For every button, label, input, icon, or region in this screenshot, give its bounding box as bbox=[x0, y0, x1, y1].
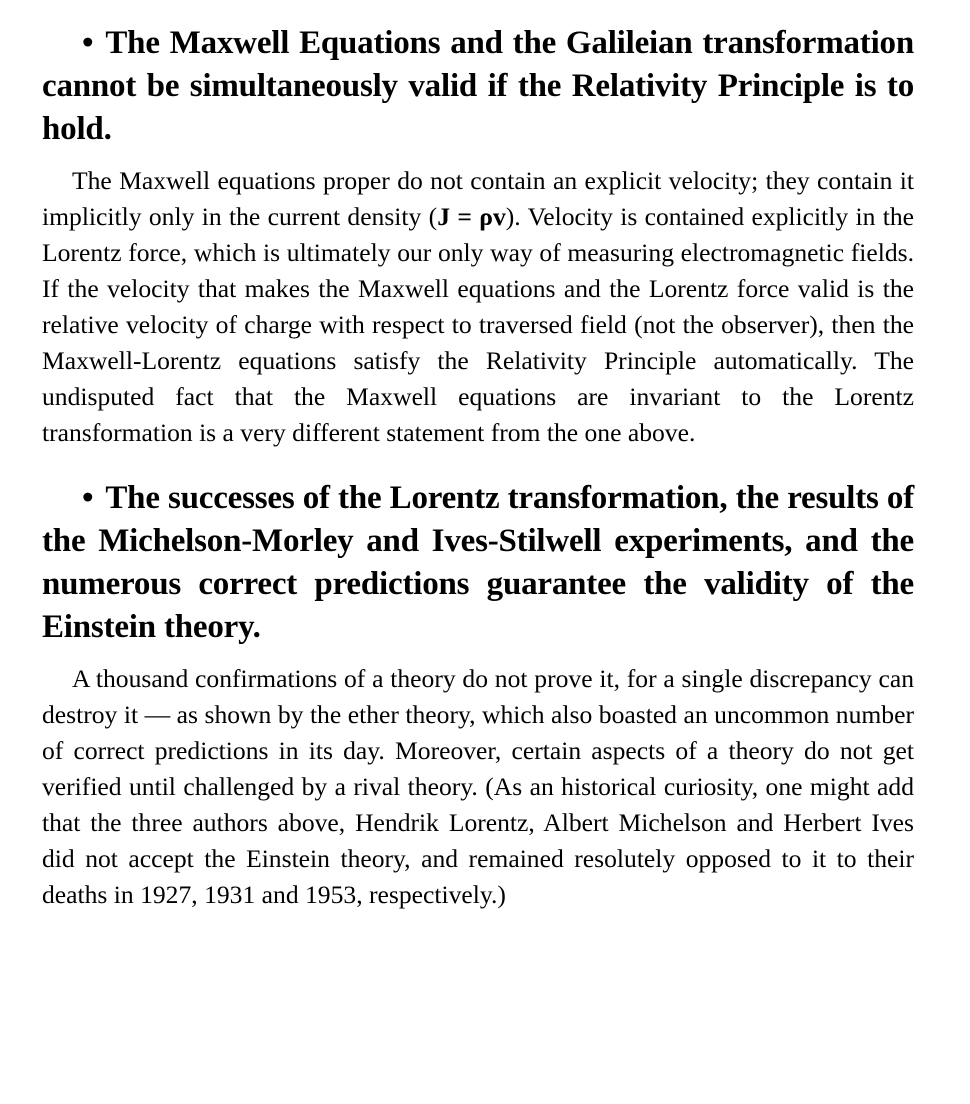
section-lorentz-successes bbox=[42, 477, 914, 913]
bullet-icon: • bbox=[82, 25, 94, 61]
section-paragraph bbox=[42, 661, 914, 913]
heading-text: The successes of the Lorentz transformation, the results of the Michelson-Morley and Ives-Stilwell experiments, and the numerous correct predictions guarantee the validity of the Einstein theory. bbox=[42, 480, 914, 645]
heading-text: The Maxwell Equations and the Galileian transformation cannot be simultaneously valid if the Relativity Principle is to hold. bbox=[42, 25, 914, 147]
paragraph-text-part1: The Maxwell equations proper do not contain an explicit velocity; they contain it implicitly only in the current density ( bbox=[42, 166, 914, 231]
section-heading bbox=[42, 477, 914, 649]
paragraph-text-part2: ). Velocity is contained explicitly in the Lorentz force, which is ultimately our only way of measuring electromagnetic fields. If the velocity that makes the Maxwell equations and the Lorentz force valid is the relative velocity of charge with respect to traversed field (not the observer), then the Maxwell-Lorentz equations satisfy the Relativity Principle automatically. The undisputed fact that the Maxwell equations are invariant to the Lorentz transformation is a very different statement from the one above. bbox=[42, 202, 914, 447]
current-density-formula: J = ρv bbox=[437, 202, 506, 231]
document-page bbox=[42, 22, 914, 913]
paragraph-text: A thousand confirmations of a theory do not prove it, for a single discrepancy can destroy it — as shown by the ether theory, which also boasted an uncommon number of correct predictions in its day. Moreover, certain aspects of a theory do not get verified until challenged by a rival theory. (As an historical curiosity, one might add that the three authors above, Hendrik Lorentz, Albert Michelson and Herbert Ives did not accept the Einstein theory, and remained resolutely opposed to it to their deaths in 1927, 1931 and 1953, respectively.) bbox=[42, 664, 914, 909]
bullet-icon: • bbox=[82, 480, 94, 516]
section-paragraph bbox=[42, 163, 914, 451]
section-maxwell-galileian bbox=[42, 22, 914, 451]
section-heading bbox=[42, 22, 914, 151]
